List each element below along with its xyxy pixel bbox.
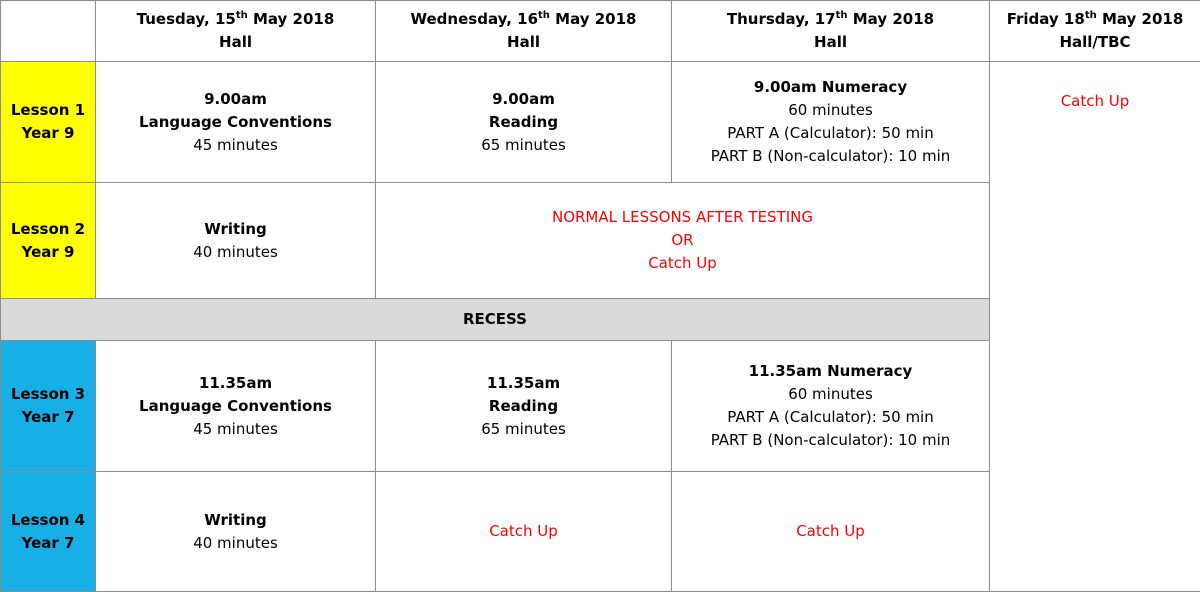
header-wednesday: Wednesday, 16th May 2018 Hall bbox=[376, 1, 672, 62]
lesson-1-wednesday: 9.00am Reading 65 minutes bbox=[376, 62, 672, 183]
lesson-3-label: Lesson 3 Year 7 bbox=[1, 341, 96, 472]
lesson-2-tuesday: Writing 40 minutes bbox=[96, 183, 376, 299]
header-row bbox=[1, 1, 1200, 62]
lesson-1-thursday: 9.00am Numeracy 60 minutes PART A (Calculator): 50 min PART B (Non-calculator): 10 min bbox=[672, 62, 990, 183]
lesson-1-tuesday: 9.00am Language Conventions 45 minutes bbox=[96, 62, 376, 183]
lesson-3-tuesday: 11.35am Language Conventions 45 minutes bbox=[96, 341, 376, 472]
lesson-4-tuesday: Writing 40 minutes bbox=[96, 472, 376, 592]
header-thursday: Thursday, 17th May 2018 Hall bbox=[672, 1, 990, 62]
lesson-3-thursday: 11.35am Numeracy 60 minutes PART A (Calculator): 50 min PART B (Non-calculator): 10 min bbox=[672, 341, 990, 472]
lesson-1-row bbox=[1, 62, 1200, 183]
header-friday: Friday 18th May 2018 Hall/TBC bbox=[990, 1, 1200, 62]
lesson-4-label: Lesson 4 Year 7 bbox=[1, 472, 96, 592]
friday-catch-up-cell: Catch Up bbox=[990, 62, 1200, 592]
lesson-4-thursday: Catch Up bbox=[672, 472, 990, 592]
header-empty-cell bbox=[1, 1, 96, 62]
recess-cell: RECESS bbox=[1, 299, 990, 341]
header-tuesday: Tuesday, 15th May 2018 Hall bbox=[96, 1, 376, 62]
lesson-2-label: Lesson 2 Year 9 bbox=[1, 183, 96, 299]
lesson-4-wednesday: Catch Up bbox=[376, 472, 672, 592]
lesson-1-label: Lesson 1 Year 9 bbox=[1, 62, 96, 183]
normal-lessons-cell: NORMAL LESSONS AFTER TESTING OR Catch Up bbox=[376, 183, 990, 299]
lesson-3-wednesday: 11.35am Reading 65 minutes bbox=[376, 341, 672, 472]
